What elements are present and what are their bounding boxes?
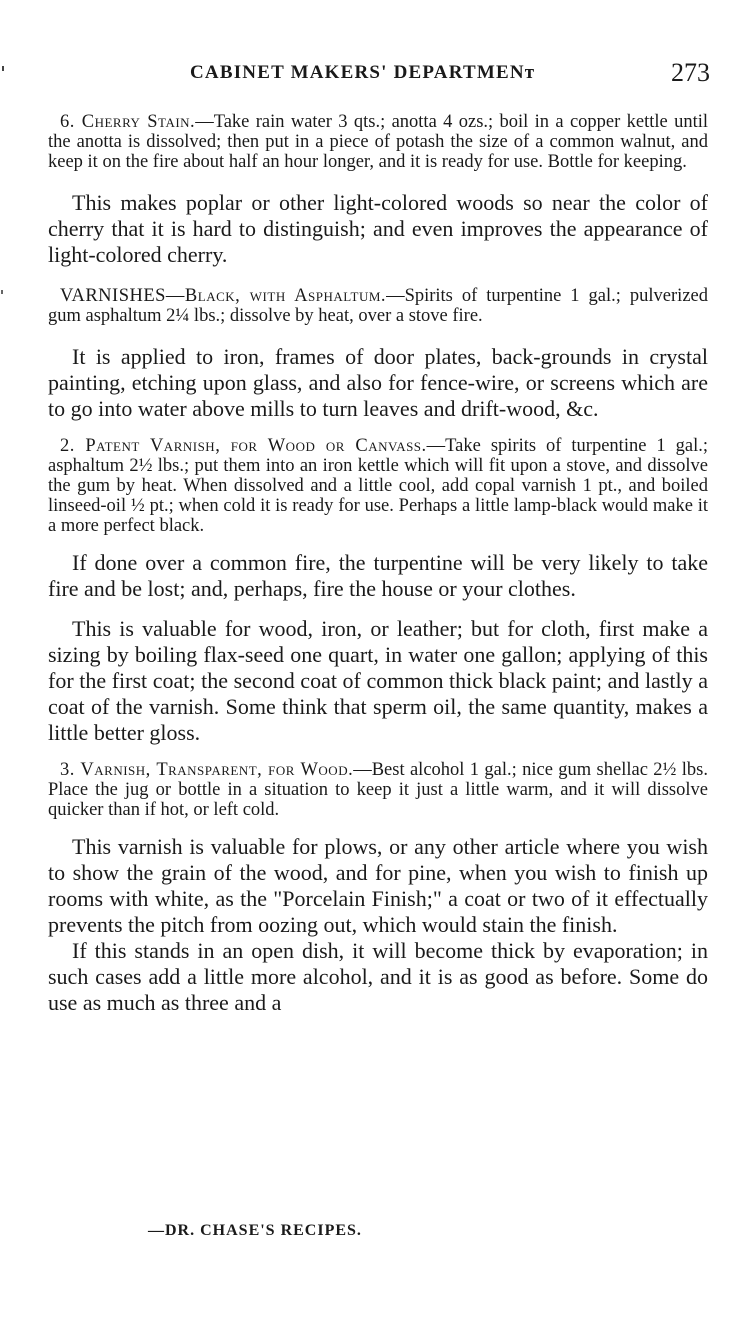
recipe-text: —Best alcohol 1 gal.; nice gum shellac 2½ lbs. Place the jug or bottle in a situation to keep it just a little warm, and it will dissolve quicker than if hot, or left cold. [48,760,708,820]
margin-mark [1,290,3,294]
recipe-transparent-varnish [48,760,708,820]
note-transparent-uses: This varnish is valuable for plows, or any other article where you wish to show the grain of the wood, and for pine, when you wish to finish up rooms with white, as the "Porcelain Finish;" a coat or two of it effectually prevents the pitch from oozing out, which would stain the finish. [48,834,708,937]
recipe-heading: 3. Varnish, Transparent, for Wood. [60,760,354,780]
recipe-text: —Take spirits of turpentine 1 gal.; asphaltum 2½ lbs.; put them into an iron kettle which will fit upon a stove, and dissolve the gum by heat. When dissolved and a little cool, add copal varnish 1 pt., and boiled linseed-oil ½ pt.; when cold it is ready for use. Perhaps a little lamp-black would make it a more perfect black. [48,436,708,536]
recipe-text: —Take rain water 3 qts.; anotta 4 ozs.; boil in a copper kettle until the anotta is dissolved; then put in a piece of potash the size of a common walnut, and keep it on the fire about half an hour longer, and it is ready for use. Bottle for keeping. [48,112,708,172]
note-varnish-black: It is applied to iron, frames of door plates, back-grounds in crystal painting, etching upon glass, and also for fence-wire, or screens which are to go into water above mills to turn leaves and drift-wood, &c. [48,344,708,421]
page-header [0,58,750,94]
note-transparent-evaporation: If this stands in an open dish, it will become thick by evaporation; in such cases add a little more alcohol, and it is as good as before. Some do use as much as three and a [48,938,708,1015]
recipe-varnish-black [48,286,708,326]
note-patent-fire: If done over a common fire, the turpentine will be very likely to take fire and be lost; and, perhaps, fire the house or your clothes. [48,550,708,601]
page-body [48,112,708,1016]
recipe-patent-varnish [48,436,708,536]
page-number: 273 [671,58,710,87]
recipe-heading: 2. Patent Varnish, for Wood or Canvass. [60,436,427,456]
recipe-cherry-stain [48,112,708,172]
recipe-heading: 6. Cherry Stain. [60,112,196,132]
recipe-text: —Spirits of turpentine 1 gal.; pulverized gum asphaltum 2¼ lbs.; dissolve by heat, over a stove fire. [48,286,708,326]
page-footer-signature: —DR. CHASE'S RECIPES. [148,1222,362,1239]
note-cherry: This makes poplar or other light-colored woods so near the color of cherry that it is hard to distinguish; and even improves the appearance of light-colored cherry. [48,190,708,267]
recipe-heading: VARNISHES—Black, with Asphaltum. [60,286,387,306]
running-title: CABINET MAKERS' DEPARTMENᴛ [190,62,536,83]
note-patent-uses: This is valuable for wood, iron, or leather; but for cloth, first make a sizing by boiling flax-seed one quart, in water one gallon; applying of this for the first coat; the second coat of common thick black paint; and lastly a coat of the varnish. Some think that sperm oil, the same quantity, makes a little better gloss. [48,616,708,745]
